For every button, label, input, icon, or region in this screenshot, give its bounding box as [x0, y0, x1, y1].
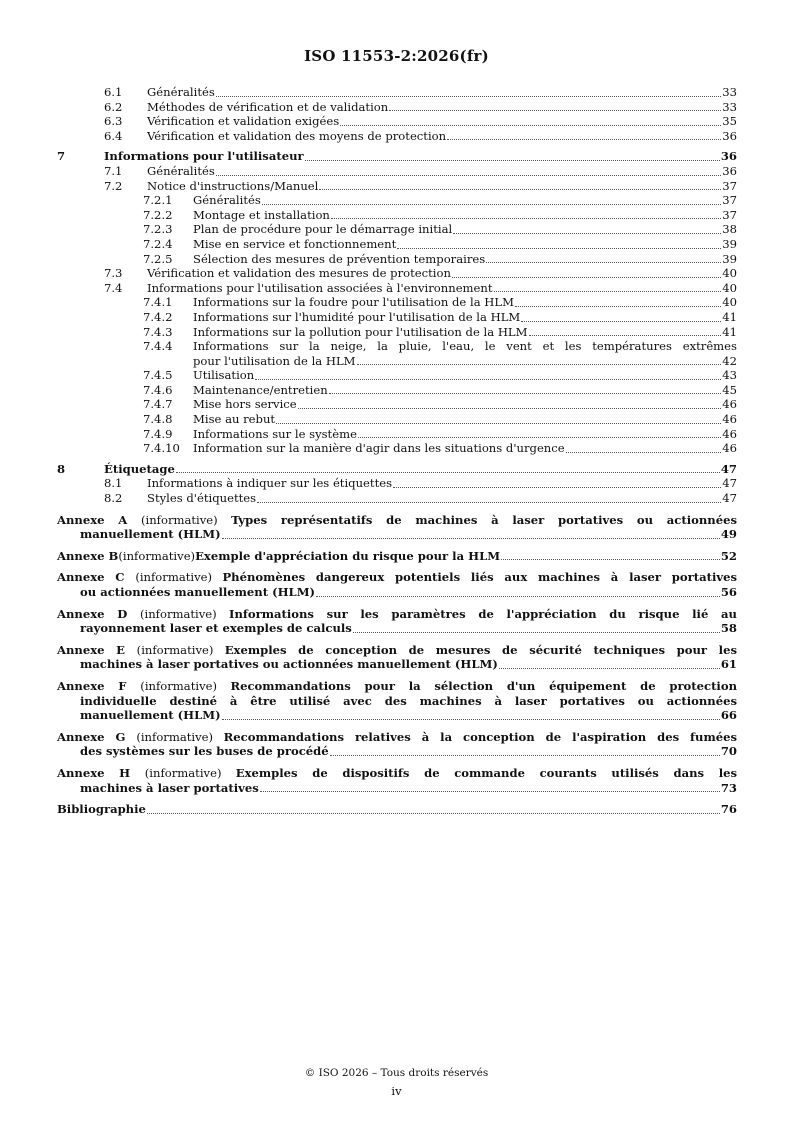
annex-informative: (informative) [139, 606, 230, 621]
toc-entry-title: Généralités [147, 163, 215, 178]
toc-entry-title: Notice d'instructions/Manuel [147, 178, 319, 193]
annex-informative: (informative) [144, 765, 236, 780]
dot-leader [397, 248, 721, 249]
toc-entry[interactable] [57, 412, 737, 427]
toc-entry-page: 47 [722, 476, 737, 491]
toc-entry-line [57, 476, 737, 491]
toc-annex-entry[interactable] [57, 549, 737, 564]
dot-leader [222, 538, 720, 539]
annex-title: manuellement (HLM) [80, 527, 221, 542]
toc-entry-line [57, 266, 737, 281]
dot-leader [331, 218, 721, 219]
toc-entry-title: Sélection des mesures de prévention temporaires [193, 251, 486, 266]
toc-entry-number: 6.4 [104, 128, 123, 143]
toc-entry-page: 41 [722, 309, 737, 324]
dot-leader [389, 110, 721, 111]
dot-leader [276, 423, 721, 424]
toc-entry-title: Informations pour l'utilisation associées à l'environnement [147, 280, 493, 295]
toc-bibliography-entry[interactable] [57, 802, 737, 817]
dot-leader [147, 813, 720, 814]
toc-entry[interactable] [57, 164, 737, 179]
toc-entry-line [57, 354, 737, 369]
annex-label: Annexe B [57, 548, 119, 563]
toc-entry-title: Maintenance/entretien [193, 382, 328, 397]
toc-entry-title: Généralités [193, 193, 261, 208]
annex-title: rayonnement laser et exemples de calculs [80, 621, 352, 636]
toc-entry-page: 47 [720, 461, 737, 476]
dot-leader [393, 487, 721, 488]
dot-leader [222, 719, 720, 720]
toc-annex-first-line [57, 679, 737, 694]
toc-entry-page: 33 [722, 99, 737, 114]
toc-entry-title: Informations sur le système [193, 426, 357, 441]
toc-annex-line [57, 549, 737, 564]
dot-leader [529, 335, 722, 336]
dot-leader [447, 139, 721, 140]
toc-entry-page: 43 [722, 368, 737, 383]
toc-entry[interactable] [57, 129, 737, 144]
toc-annex-last-line [57, 781, 737, 796]
toc-entry-number: 7.2.5 [143, 251, 173, 266]
toc-entry[interactable] [57, 208, 737, 223]
toc-entry-line [57, 281, 737, 296]
toc-entry[interactable] [57, 383, 737, 398]
toc-entry[interactable] [57, 266, 737, 281]
toc-annex-first-line [57, 643, 737, 658]
dot-leader [262, 204, 721, 205]
document-id-header: ISO 11553-2:2026(fr) [304, 47, 489, 65]
toc-entry-title: Montage et installation [193, 207, 330, 222]
toc-entry[interactable] [57, 339, 737, 368]
toc-entry-number: 7.4.8 [143, 412, 173, 427]
toc-annex-last-line [57, 744, 737, 759]
toc-entry-title: Mise hors service [193, 397, 297, 412]
annex-title: Exemple d'appréciation du risque pour la HLM [195, 548, 501, 563]
toc-entry-page: 61 [720, 657, 737, 672]
toc-entry-line [57, 129, 737, 144]
toc-entry[interactable] [57, 325, 737, 340]
toc-entry-title-line: Informations sur la neige, la pluie, l'eau, le vent et les températures extrêmes [193, 339, 737, 354]
toc-entry-title: Informations pour l'utilisateur [104, 149, 304, 164]
toc-entry-number: 7.2.2 [143, 207, 173, 222]
annex-title: Recommandations relatives à la conception de l'aspiration des fumées [223, 729, 738, 744]
annex-title: Phénomènes dangereux potentiels liés aux machines à laser portatives [222, 570, 738, 585]
toc-annex-first-line [57, 766, 737, 781]
toc-entry-line [57, 462, 737, 477]
toc-entry-number: 7.2.4 [143, 236, 173, 251]
annex-title: des systèmes sur les buses de procédé [80, 744, 329, 759]
toc-entry-page: 37 [722, 178, 737, 193]
toc-entry-page: 58 [720, 621, 737, 636]
toc-entry-page: 39 [722, 236, 737, 251]
toc-entry-number: 8.2 [104, 491, 123, 506]
toc-annex-last-line [57, 527, 737, 542]
toc-entry-page: 47 [722, 491, 737, 506]
toc-entry-page: 45 [722, 382, 737, 397]
toc-entry-title: Vérification et validation des moyens de protection [147, 128, 447, 143]
toc-entry-line [57, 149, 737, 164]
dot-leader [515, 306, 721, 307]
toc-entry-title: Mise en service et fonctionnement [193, 236, 397, 251]
toc-entry-number: 7.4.5 [143, 368, 173, 383]
dot-leader [499, 668, 720, 669]
toc-entry-title: pour l'utilisation de la HLM [193, 353, 356, 368]
annex-title: Informations sur les paramètres de l'appréciation du risque lié au [229, 606, 737, 621]
dot-leader [494, 291, 722, 292]
toc-entry-page: 36 [720, 149, 737, 164]
toc-entry-title: Vérification et validation des mesures de protection [147, 266, 451, 281]
toc-entry-page: 37 [722, 207, 737, 222]
toc-entry[interactable] [57, 441, 737, 456]
page-number: iv [391, 1084, 402, 1098]
dot-leader [255, 379, 721, 380]
dot-leader [216, 96, 721, 97]
toc-entry-page: 36 [722, 128, 737, 143]
annex-informative: (informative) [136, 642, 225, 657]
toc-annex-entry[interactable] [57, 679, 737, 723]
toc-annex-first-line [57, 513, 737, 528]
copyright-footer: © ISO 2026 – Tous droits réservés [304, 1067, 489, 1079]
toc-entry-page: 40 [722, 295, 737, 310]
toc-entry-title: Utilisation [193, 368, 255, 383]
toc-entry-number: 7.4.3 [143, 324, 173, 339]
toc-entry-line [57, 491, 737, 506]
toc-entry-page: 33 [722, 85, 737, 99]
toc-entry-page: 49 [720, 527, 737, 542]
toc-entry-title: Informations sur la pollution pour l'utilisation de la HLM [193, 324, 528, 339]
toc-entry[interactable] [57, 237, 737, 252]
annex-label: Annexe D [57, 606, 140, 621]
toc-annex-first-line [57, 730, 737, 745]
annex-title: Types représentatifs de machines à laser portatives ou actionnées [231, 512, 737, 527]
toc-entry-title: Styles d'étiquettes [147, 491, 257, 506]
toc-annex-entry[interactable] [57, 643, 737, 672]
toc-entry-number: 7.4.1 [143, 295, 173, 310]
toc-entry[interactable] [57, 252, 737, 267]
annex-label: Annexe G [57, 729, 137, 744]
toc-entry-page: 46 [722, 441, 737, 456]
annex-title: manuellement (HLM) [80, 708, 221, 723]
toc-entry-number: 7.4.9 [143, 426, 173, 441]
toc-entry-line [57, 114, 737, 129]
toc-entry-title: Vérification et validation exigées [147, 114, 340, 129]
dot-leader [486, 262, 721, 263]
toc-entry-number: 7.2.1 [143, 193, 173, 208]
toc-entry[interactable] [57, 222, 737, 237]
toc-entry-title: Informations sur la foudre pour l'utilisation de la HLM [193, 295, 514, 310]
annex-title: Exemples de conception de mesures de sécurité techniques pour les [224, 642, 737, 657]
annex-title: machines à laser portatives ou actionnées manuellement (HLM) [80, 657, 498, 672]
toc-entry[interactable] [57, 368, 737, 383]
toc-entry-number: 7.2.3 [143, 222, 173, 237]
annex-label: Annexe E [57, 642, 137, 657]
annex-informative: (informative) [140, 512, 232, 527]
dot-leader [305, 160, 720, 161]
toc-annex-last-line [57, 585, 737, 600]
dot-leader [319, 189, 721, 190]
toc-entry-page: 46 [722, 412, 737, 427]
annex-informative: (informative) [118, 548, 196, 563]
toc-entry-number: 8 [57, 461, 66, 476]
toc-entry-title: Méthodes de vérification et de validation [147, 99, 389, 114]
toc-entry-line [57, 164, 737, 179]
toc-entry[interactable] [57, 476, 737, 491]
toc-entry-page: 46 [722, 426, 737, 441]
annex-informative: (informative) [135, 570, 223, 585]
toc-entry-page: 56 [720, 585, 737, 599]
toc-entry-number: 6.3 [104, 114, 123, 129]
toc-entry-number: 7.4.4 [143, 339, 173, 354]
bibliography-title: Bibliographie [57, 802, 146, 817]
toc-entry[interactable] [57, 491, 737, 506]
toc-entry[interactable] [57, 397, 737, 412]
toc-annex-last-line [57, 708, 737, 723]
toc-entry-title: Généralités [147, 85, 215, 99]
toc-entry-page: 42 [722, 353, 737, 368]
annex-title: machines à laser portatives [80, 780, 259, 795]
toc-entry-page: 52 [720, 548, 737, 563]
toc-entry-line [57, 179, 737, 194]
toc-entry-page: 40 [722, 280, 737, 295]
toc-entry-line [57, 85, 737, 100]
toc-entry-title: Plan de procédure pour le démarrage initial [193, 222, 453, 237]
dot-leader [358, 437, 721, 438]
toc-annex-last-line [57, 621, 737, 636]
toc-entry[interactable] [57, 114, 737, 129]
toc-entry-page: 66 [720, 708, 737, 723]
toc-entry[interactable] [57, 85, 737, 100]
annex-label: Annexe F [57, 678, 141, 693]
toc-entry-page: 76 [720, 802, 737, 817]
toc-annex-entry[interactable] [57, 513, 737, 542]
toc-entry-number: 6.2 [104, 99, 123, 114]
annex-title: ou actionnées manuellement (HLM) [80, 585, 316, 599]
toc-annex-entry[interactable] [57, 766, 737, 795]
toc-entry-page: 41 [722, 324, 737, 339]
toc-annex-line: individuelle destiné à être utilisé avec des machines à laser portatives ou actionnées [80, 693, 737, 708]
toc-entry-number: 8.1 [104, 476, 123, 491]
toc-entry-page: 40 [722, 266, 737, 281]
toc-entry-number: 7.4.6 [143, 382, 173, 397]
toc-entry-number: 7.4.10 [143, 441, 180, 456]
annex-label: Annexe A [57, 512, 141, 527]
toc-entry[interactable] [57, 310, 737, 325]
toc-entry-page: 73 [720, 780, 737, 795]
toc-entry-number: 6.1 [104, 85, 123, 99]
toc-entry-title: Informations à indiquer sur les étiquettes [147, 476, 393, 491]
toc-entry-line [57, 100, 737, 115]
dot-leader [260, 791, 720, 792]
dot-leader [298, 408, 722, 409]
toc-entry-page: 46 [722, 397, 737, 412]
annex-title: Recommandations pour la sélection d'un équipement de protection [230, 678, 738, 693]
toc-entry-page: 39 [722, 251, 737, 266]
toc-entry-number: 7.3 [104, 266, 123, 281]
annex-label: Annexe H [57, 765, 145, 780]
toc-entry-number: 7 [57, 149, 66, 164]
dot-leader [329, 393, 722, 394]
toc-entry[interactable] [57, 193, 737, 208]
annex-informative: (informative) [140, 678, 231, 693]
toc-entry-page: 35 [722, 114, 737, 129]
dot-leader [357, 364, 722, 365]
dot-leader [176, 472, 720, 473]
toc-entry-number: 7.4 [104, 280, 123, 295]
toc-entry-number: 7.4.7 [143, 397, 173, 412]
toc-annex-first-line [57, 607, 737, 622]
toc-entry[interactable] [57, 295, 737, 310]
dot-leader [216, 175, 721, 176]
toc-entry[interactable] [57, 281, 737, 296]
toc-entry-page: 36 [722, 163, 737, 178]
toc-entry-number: 7.2 [104, 178, 123, 193]
toc-entry[interactable] [57, 427, 737, 442]
toc-annex-last-line [57, 657, 737, 672]
toc-entry-title: Informations sur l'humidité pour l'utilisation de la HLM [193, 309, 521, 324]
toc-entry[interactable] [57, 149, 737, 164]
dot-leader [316, 596, 720, 597]
toc-annex-entry[interactable] [57, 607, 737, 636]
toc-entry-title: Mise au rebut [193, 412, 276, 427]
dot-leader [353, 632, 720, 633]
dot-leader [566, 452, 722, 453]
dot-leader [453, 233, 721, 234]
toc-annex-first-line [57, 570, 737, 585]
dot-leader [501, 559, 720, 560]
toc-bibliography-line [57, 802, 737, 817]
annex-label: Annexe C [57, 570, 136, 585]
dot-leader [340, 125, 721, 126]
toc-entry-page: 70 [720, 744, 737, 759]
toc-annex-entry[interactable] [57, 730, 737, 759]
table-of-contents [57, 85, 737, 817]
dot-leader [330, 755, 720, 756]
dot-leader [257, 502, 721, 503]
dot-leader [521, 321, 721, 322]
toc-entry-title: Information sur la manière d'agir dans les situations d'urgence [193, 441, 565, 456]
annex-informative: (informative) [136, 729, 224, 744]
toc-entry-title: Étiquetage [104, 461, 175, 476]
toc-entry-number: 7.1 [104, 163, 123, 178]
dot-leader [452, 277, 721, 278]
toc-entry-page: 38 [722, 222, 737, 237]
toc-entry[interactable] [57, 100, 737, 115]
toc-entry[interactable] [57, 462, 737, 477]
toc-entry-page: 37 [722, 193, 737, 208]
toc-entry-number: 7.4.2 [143, 309, 173, 324]
toc-annex-entry[interactable] [57, 570, 737, 599]
annex-title: Exemples de dispositifs de commande courants utilisés dans les [235, 765, 737, 780]
toc-entry[interactable] [57, 179, 737, 194]
